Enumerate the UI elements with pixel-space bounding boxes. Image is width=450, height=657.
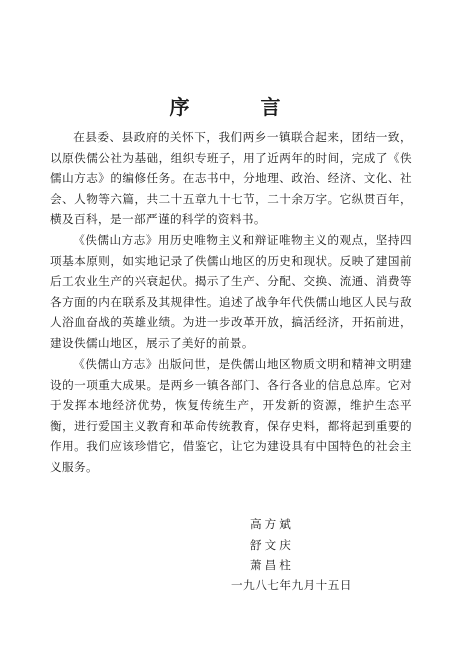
signatories-block [250, 514, 410, 576]
paragraph-1: 在县委、县政府的关怀下，我们两乡一镇联合起来，团结一致，以原佚儒公社为基础，组织专班子，用了近两年的时间，完成了《佚儒山方志》的编修任务。在志书中，分地理、政治、经济、文化、社会、人物等六篇，共二十五章九十七节，二十余万字。它纵贯百年，横及百科，是一部严谨的科学的资料书。 [50, 130, 412, 227]
signing-date: 一九八七年九月十五日 [231, 578, 352, 592]
signatory-name: 高方斌 [250, 517, 294, 531]
page-title: 序 言 [169, 95, 313, 119]
signatory-name: 萧昌柱 [250, 558, 294, 573]
paragraph-2: 《佚儒山方志》用历史唯物主义和辩证唯物主义的观点，坚持四项基本原则，如实地记录了佚儒山地区的历史和现状。反映了建国前后工农业生产的兴衰起伏。揭示了生产、分配、交换、流通、消费等各方面的内在联系及其规律性。追述了战争年代佚儒山地区人民与敌人浴血奋战的英雄业绩。为进一步改革开放，搞活经济，开拓前进，建设佚儒山地区，展示了美好的前景。 [50, 233, 412, 350]
signatory-name: 舒文庆 [250, 537, 294, 552]
paragraph-3: 《佚儒山方志》出版问世，是佚儒山地区物质文明和精神文明建设的一项重大成果。是两乡一镇各部门、各行各业的信息总库。它对于发挥本地经济优势，恢复传统生产，开发新的资源，维护生态平衡，进行爱国主义教育和革命传统教育，保存史料，都将起到重要的作用。我们应该珍惜它，借鉴它，让它为建设具有中国特色的社会主义服务。 [50, 357, 412, 474]
